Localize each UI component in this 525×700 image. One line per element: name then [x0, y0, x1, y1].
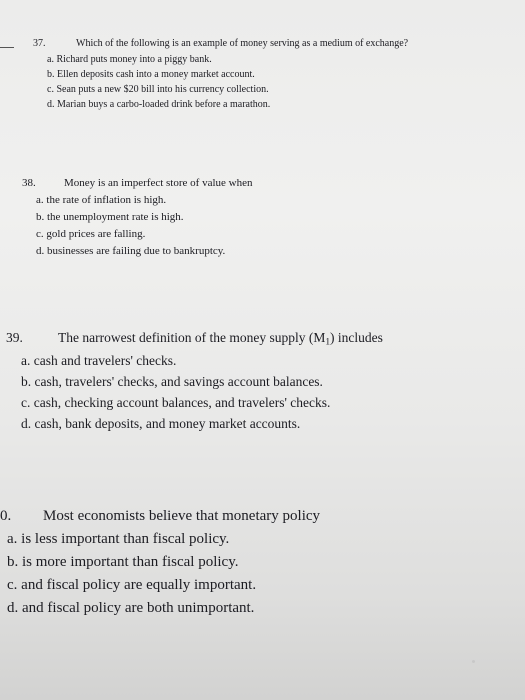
question-number: 38.	[22, 177, 36, 189]
option-a: a. Richard puts money into a piggy bank.	[47, 54, 212, 65]
paper-speck	[472, 660, 475, 663]
option-c: c. Sean puts a new $20 bill into his currency collection.	[47, 84, 269, 95]
question-number: 0.	[0, 508, 12, 524]
question-number: 37.	[33, 38, 46, 49]
question-text: Most economists believe that monetary policy	[43, 508, 321, 524]
option-d: d. Marian buys a carbo-loaded drink before a marathon.	[47, 99, 271, 110]
option-c: c. and fiscal policy are equally important.	[7, 577, 257, 593]
question-number: 39.	[6, 330, 23, 345]
option-d: d. cash, bank deposits, and money market accounts.	[21, 416, 301, 431]
option-b: b. the unemployment rate is high.	[36, 211, 184, 223]
option-b: b. Ellen deposits cash into a money market account.	[47, 69, 255, 80]
option-b: b. is more important than fiscal policy.	[7, 554, 239, 570]
option-b: b. cash, travelers' checks, and savings account balances.	[21, 374, 323, 389]
option-a: a. cash and travelers' checks.	[21, 353, 177, 368]
question-text: Money is an imperfect store of value when	[64, 177, 253, 189]
option-d: d. and fiscal policy are both unimportant.	[7, 600, 255, 616]
option-a: a. the rate of inflation is high.	[36, 194, 167, 206]
question-text	[58, 330, 383, 347]
option-c: c. cash, checking account balances, and travelers' checks.	[21, 395, 331, 410]
option-d: d. businesses are failing due to bankruptcy.	[36, 245, 226, 257]
option-c: c. gold prices are falling.	[36, 228, 146, 240]
option-a: a. is less important than fiscal policy.	[7, 531, 230, 547]
question-text-end: ) includes	[330, 330, 383, 345]
question-text-start: The narrowest definition of the money supply (M	[58, 330, 326, 345]
subscript-one: 1	[325, 337, 331, 348]
margin-dash	[0, 47, 14, 48]
question-text: Which of the following is an example of money serving as a medium of exchange?	[76, 38, 409, 49]
